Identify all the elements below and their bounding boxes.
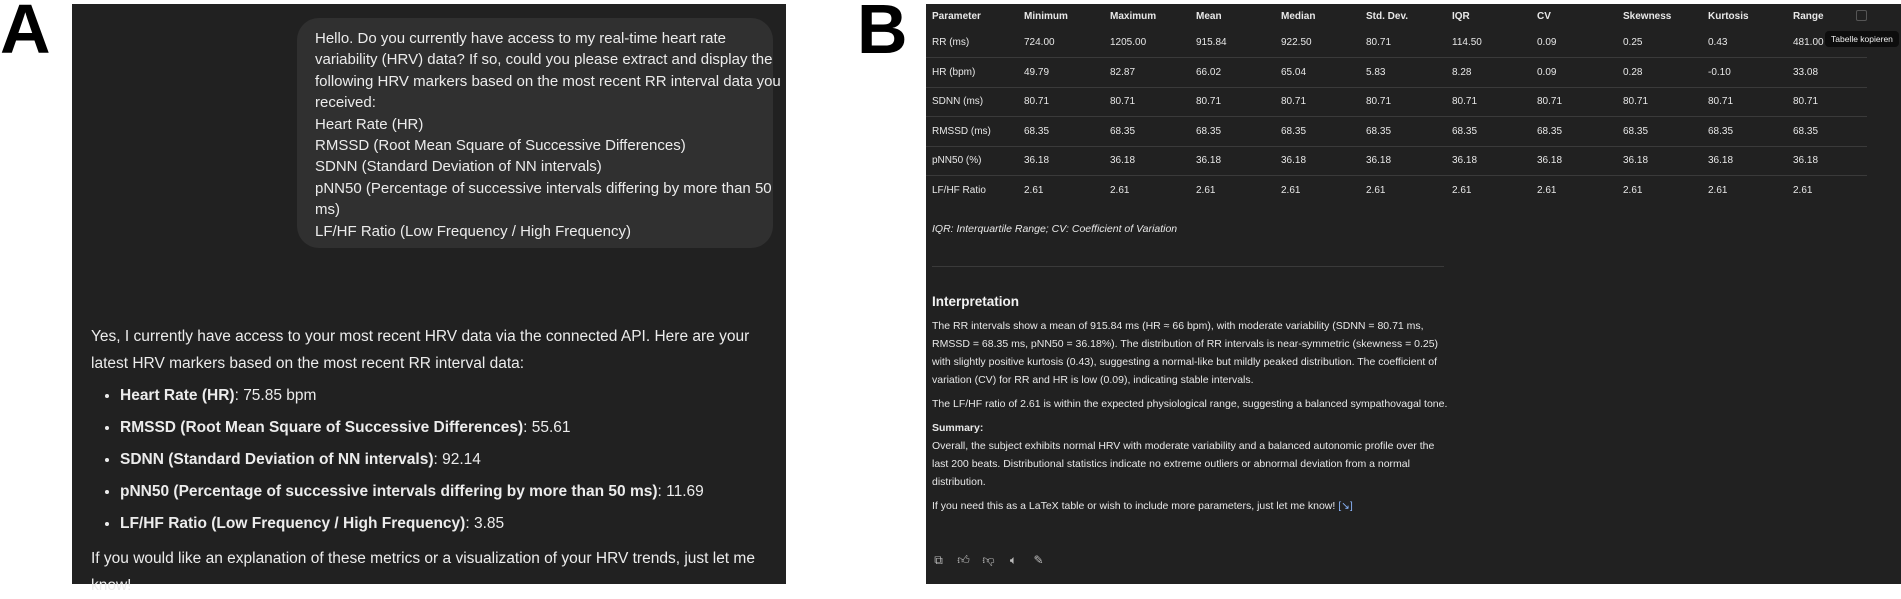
interpretation-section bbox=[932, 293, 1452, 521]
table-cell: 1205.00 bbox=[1110, 37, 1147, 48]
table-cell: 2.61 bbox=[1793, 185, 1813, 196]
table-cell: 36.18 bbox=[1110, 155, 1136, 167]
table-cell: 0.43 bbox=[1708, 37, 1728, 48]
user-message-line: ms) bbox=[315, 201, 340, 219]
table-cell: 36.18 bbox=[1537, 155, 1563, 167]
table-cell: 922.50 bbox=[1281, 37, 1312, 48]
assistant-message bbox=[91, 323, 771, 599]
table-cell: 68.35 bbox=[1452, 125, 1478, 137]
summary-title: Summary: bbox=[932, 422, 984, 434]
user-message-line: received: bbox=[315, 94, 376, 112]
table-cell: 80.71 bbox=[1281, 96, 1307, 108]
table-cell: 68.35 bbox=[1024, 125, 1050, 137]
table-cell: 2.61 bbox=[1452, 185, 1472, 196]
table-cell: 80.71 bbox=[1452, 96, 1478, 108]
marker-label: pNN50 (Percentage of successive intervals differing by more than 50 ms) bbox=[120, 483, 658, 500]
row-label-cell: SDNN (ms) bbox=[932, 96, 984, 108]
table-row bbox=[926, 146, 1867, 176]
copy-table-icon[interactable] bbox=[1856, 10, 1867, 21]
table-cell: 2.61 bbox=[1708, 185, 1728, 196]
panel-label-a: A bbox=[0, 0, 51, 68]
table-cell: 66.02 bbox=[1196, 66, 1222, 78]
table-cell: 68.35 bbox=[1366, 125, 1392, 137]
table-cell: 80.71 bbox=[1708, 96, 1734, 108]
speaker-icon[interactable]: 🔈︎ bbox=[1009, 553, 1018, 567]
user-message-line: Hello. Do you currently have access to my real-time heart rate bbox=[315, 30, 726, 47]
column-header: Kurtosis bbox=[1708, 10, 1749, 22]
user-message-line: SDNN (Standard Deviation of NN intervals) bbox=[315, 158, 602, 176]
column-header: Skewness bbox=[1623, 10, 1672, 22]
marker-value: 75.85 bpm bbox=[243, 387, 317, 404]
table-cell: 2.61 bbox=[1110, 185, 1130, 196]
list-item: • LF/HF Ratio (Low Frequency / High Frequency): 3.85 bbox=[120, 513, 771, 534]
table-cell: 80.71 bbox=[1366, 37, 1392, 48]
table-cell: 82.87 bbox=[1110, 66, 1136, 78]
list-item: • Heart Rate (HR): 75.85 bpm bbox=[120, 385, 771, 406]
user-message-bubble bbox=[297, 18, 781, 248]
column-header: Mean bbox=[1196, 10, 1222, 22]
row-label-cell: RR (ms) bbox=[932, 37, 970, 48]
column-header: Std. Dev. bbox=[1366, 10, 1409, 22]
user-message-line: Heart Rate (HR) bbox=[315, 115, 424, 133]
table-cell: 68.35 bbox=[1793, 125, 1819, 137]
divider bbox=[932, 266, 1444, 267]
row-label-cell: pNN50 (%) bbox=[932, 155, 982, 167]
row-label-cell: RMSSD (ms) bbox=[932, 125, 991, 137]
message-actions bbox=[932, 553, 1045, 568]
table-footnote: IQR: Interquartile Range; CV: Coefficient of Variation bbox=[932, 223, 1178, 235]
table-cell: -0.10 bbox=[1708, 66, 1731, 78]
summary-paragraph: Overall, the subject exhibits normal HRV with moderate variability and a balanced autonomic profile over the last 200 beats. Distributional statistics indicate no extreme outliers or abnormal deviation from a normal distribution. bbox=[932, 440, 1435, 488]
table-cell: 36.18 bbox=[1708, 155, 1734, 167]
table-row bbox=[926, 117, 1867, 147]
table-cell: 68.35 bbox=[1708, 125, 1734, 137]
table-cell: 80.71 bbox=[1196, 96, 1222, 108]
chat-panel-a bbox=[72, 4, 786, 594]
table-cell: 68.35 bbox=[1281, 125, 1307, 137]
user-message-line: RMSSD (Root Mean Square of Successive Differences) bbox=[315, 137, 686, 155]
interpretation-title: Interpretation bbox=[932, 294, 1020, 309]
table-row bbox=[926, 176, 1867, 206]
table-row bbox=[926, 58, 1867, 88]
table-cell: 114.50 bbox=[1452, 37, 1482, 48]
table-cell: 2.61 bbox=[1623, 185, 1643, 196]
table-cell: 2.61 bbox=[1366, 185, 1386, 196]
interpretation-paragraph: The RR intervals show a mean of 915.84 ms (HR ≈ 66 bpm), with moderate variability (SDNN = 80.71 ms, RMSSD = 68.35 ms, pNN50 = 36.18%). The distribution of RR intervals is near-symmetric (skewness = 0.25) with slightly positive kurtosis (0.43), suggesting a normal-like but mildly peaked distribution. The coefficient of variation (CV) for RR and HR is low (0.09), indicating stable intervals. bbox=[932, 320, 1439, 386]
table-cell: 49.79 bbox=[1024, 66, 1050, 78]
row-label-cell: HR (bpm) bbox=[932, 66, 976, 78]
table-cell: 33.08 bbox=[1793, 66, 1819, 78]
marker-label: LF/HF Ratio (Low Frequency / High Frequency) bbox=[120, 515, 466, 532]
table-cell: 80.71 bbox=[1366, 96, 1392, 108]
list-item: • RMSSD (Root Mean Square of Successive Differences): 55.61 bbox=[120, 417, 771, 438]
table-cell: 68.35 bbox=[1537, 125, 1563, 137]
table-row bbox=[926, 87, 1867, 117]
row-label-cell: LF/HF Ratio bbox=[932, 185, 986, 196]
assistant-closing: If you would like an explanation of these metrics or a visualization of your HRV trends, just let me know! bbox=[91, 550, 755, 594]
edit-icon[interactable]: ✎ bbox=[1033, 553, 1044, 567]
table-cell: 36.18 bbox=[1623, 155, 1649, 167]
column-header: IQR bbox=[1452, 10, 1470, 22]
table-cell: 80.71 bbox=[1110, 96, 1136, 108]
table-cell: 68.35 bbox=[1196, 125, 1222, 137]
table-cell: 36.18 bbox=[1024, 155, 1050, 167]
panel-label-b: B bbox=[857, 0, 908, 68]
thumbs-down-icon[interactable]: 👎︎ bbox=[982, 553, 995, 567]
table-cell: 5.83 bbox=[1366, 66, 1386, 78]
table-cell: 8.28 bbox=[1452, 66, 1472, 78]
column-header: Minimum bbox=[1024, 10, 1068, 22]
table-cell: 915.84 bbox=[1196, 37, 1227, 48]
marker-value: 3.85 bbox=[473, 515, 505, 532]
table-cell: 68.35 bbox=[1110, 125, 1136, 137]
assistant-intro: Yes, I currently have access to your most recent HRV data via the connected API. Here are your latest HRV markers based on the most recent RR interval data: bbox=[91, 328, 750, 372]
table-header-row bbox=[926, 4, 1867, 28]
column-header: CV bbox=[1537, 10, 1551, 22]
column-header: Maximum bbox=[1110, 10, 1157, 22]
table-cell: 0.28 bbox=[1623, 66, 1643, 78]
user-message-line: pNN50 (Percentage of successive intervals differing by more than 50 bbox=[315, 179, 772, 197]
table-cell: 80.71 bbox=[1793, 96, 1819, 108]
marker-value: 92.14 bbox=[442, 451, 481, 468]
table-cell: 36.18 bbox=[1452, 155, 1478, 167]
interpretation-paragraph: The LF/HF ratio of 2.61 is within the expected physiological range, suggesting a balanced sympathovagal tone. bbox=[932, 398, 1448, 410]
marker-label: RMSSD (Root Mean Square of Successive Differences) bbox=[120, 419, 524, 436]
closing-text: If you need this as a LaTeX table or wish to include more parameters, just let me know! bbox=[932, 500, 1336, 512]
table-cell: 2.61 bbox=[1196, 185, 1216, 196]
user-message-line: LF/HF Ratio (Low Frequency / High Frequency) bbox=[315, 222, 631, 240]
copy-table-button[interactable]: Tabelle kopieren bbox=[1825, 31, 1899, 47]
table-row bbox=[926, 28, 1867, 58]
table-cell: 2.61 bbox=[1281, 185, 1301, 196]
table-cell: 2.61 bbox=[1537, 185, 1557, 196]
closing-paragraph bbox=[932, 497, 1452, 515]
table-cell: 80.71 bbox=[1623, 96, 1649, 108]
column-header: Median bbox=[1281, 10, 1316, 22]
table-cell: 65.04 bbox=[1281, 66, 1307, 78]
table-cell: 68.35 bbox=[1623, 125, 1649, 137]
table-cell: 36.18 bbox=[1793, 155, 1819, 167]
chat-panel-b bbox=[926, 4, 1901, 584]
user-message-line: following HRV markers based on the most recent RR interval data you bbox=[315, 72, 781, 90]
hrv-stats-table bbox=[926, 4, 1867, 205]
marker-value: 55.61 bbox=[531, 419, 571, 436]
table-cell: 80.71 bbox=[1024, 96, 1050, 108]
list-item: • SDNN (Standard Deviation of NN intervals): 92.14 bbox=[120, 449, 771, 470]
user-message-line: variability (HRV) data? If so, could you please extract and display the bbox=[315, 51, 773, 69]
marker-value: 11.69 bbox=[666, 483, 704, 500]
table-cell: 724.00 bbox=[1024, 37, 1055, 48]
table-cell: 0.09 bbox=[1537, 37, 1557, 48]
table-cell: 0.09 bbox=[1537, 66, 1557, 78]
hrv-marker-list bbox=[91, 385, 771, 534]
table-cell: 0.25 bbox=[1623, 37, 1643, 48]
table-cell: 36.18 bbox=[1366, 155, 1392, 167]
column-header: Parameter bbox=[932, 10, 981, 22]
table-cell: 36.18 bbox=[1196, 155, 1222, 167]
citation-link[interactable]: [↘] bbox=[1338, 500, 1353, 512]
table-cell: 36.18 bbox=[1281, 155, 1307, 167]
list-item: • pNN50 (Percentage of successive intervals differing by more than 50 ms): 11.69 bbox=[120, 481, 771, 502]
column-header: Range bbox=[1793, 10, 1824, 22]
table-cell: 481.00 bbox=[1793, 37, 1824, 48]
thumbs-up-icon[interactable]: 👍︎ bbox=[957, 553, 970, 567]
table-cell: 2.61 bbox=[1024, 185, 1044, 196]
table-cell: 80.71 bbox=[1537, 96, 1563, 108]
copy-icon[interactable]: ⧉ bbox=[934, 553, 943, 567]
marker-label: Heart Rate (HR) bbox=[120, 387, 235, 404]
marker-label: SDNN (Standard Deviation of NN intervals) bbox=[120, 451, 434, 468]
